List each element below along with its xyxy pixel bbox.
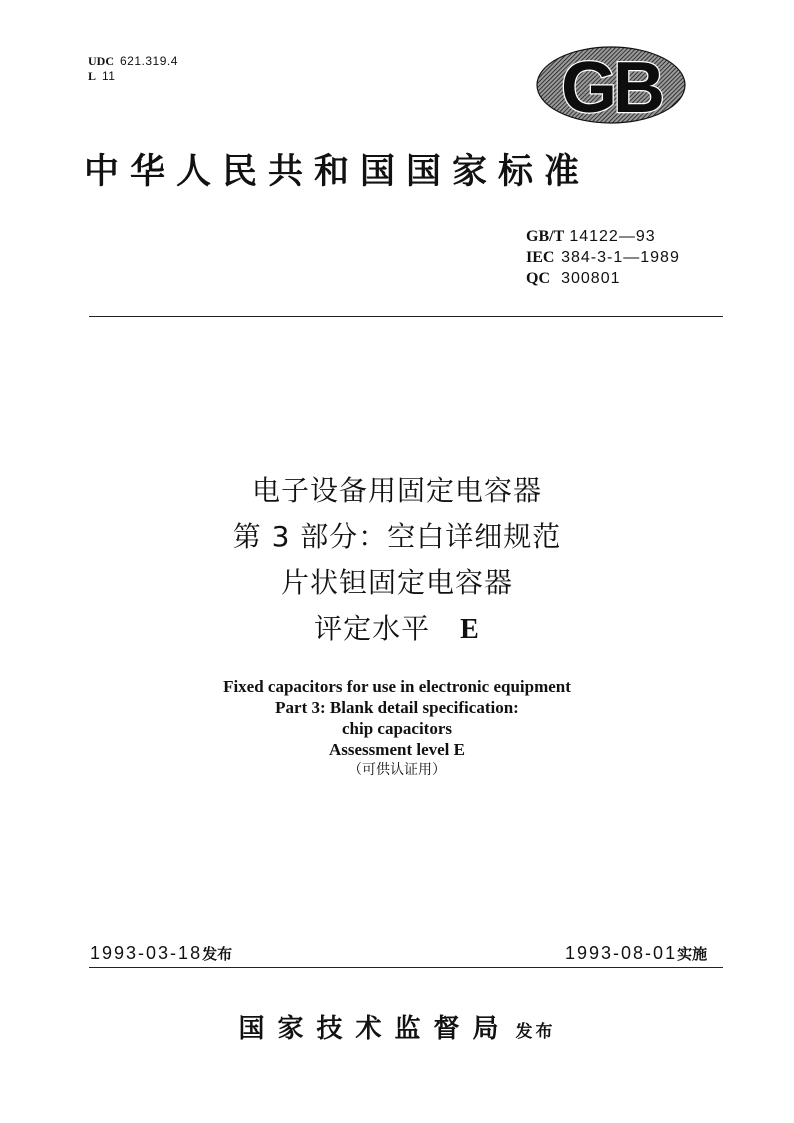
publisher-organization: 国家技术监督局: [238, 1014, 512, 1044]
code-row-qc: [526, 268, 680, 289]
code-label: QC: [526, 270, 550, 287]
bottom-divider: [89, 967, 723, 968]
issue-date: 1993-03-18: [90, 943, 203, 963]
cn-title-line-1: 电子设备用固定电容器: [251, 474, 542, 507]
assessment-level-value: E: [460, 614, 480, 645]
issue-date-block: [90, 943, 232, 964]
code-row-iec: [526, 247, 680, 268]
logo-text: GB: [561, 48, 661, 124]
code-row-gbt: [526, 226, 680, 247]
udc-value: 621.319.4: [120, 54, 178, 68]
cn-title-line-4: [0, 606, 794, 653]
en-title-line-3: chip capacitors: [341, 719, 453, 738]
implementation-date: 1993-08-01: [565, 943, 678, 963]
code-value: 300801: [561, 270, 621, 287]
publisher-block: [0, 1008, 794, 1045]
l-label: L: [88, 69, 97, 83]
implementation-label: 实施: [677, 945, 708, 963]
cn-title-line-3: 片状钽固定电容器: [280, 566, 513, 599]
udc-row: [88, 54, 178, 69]
udc-classification: [88, 54, 178, 84]
english-title-block: [0, 676, 794, 781]
code-label: GB/T: [526, 228, 565, 245]
publisher-action: 发布: [515, 1022, 556, 1042]
assessment-level-label: 评定水平: [314, 612, 431, 645]
chinese-title-block: [0, 468, 794, 653]
national-standard-title: 中华人民共和国国家标准: [84, 151, 591, 192]
en-title-line-4: Assessment level E: [329, 740, 465, 759]
l-row: [88, 69, 178, 84]
en-title-line-1: Fixed capacitors for use in electronic equipment: [223, 677, 571, 696]
udc-label: UDC: [88, 54, 114, 68]
code-label: IEC: [526, 249, 555, 266]
top-divider: [89, 316, 723, 317]
standard-codes: [526, 226, 680, 289]
cn-title-line-2: 第 3 部分：空白详细规范: [232, 520, 562, 553]
gb-logo: [536, 46, 686, 124]
code-value: 14122—93: [569, 228, 656, 245]
implementation-date-block: [565, 943, 707, 964]
l-value: 11: [102, 69, 116, 83]
en-title-line-2: Part 3: Blank detail specification:: [275, 698, 519, 717]
issue-label: 发布: [202, 945, 233, 963]
certification-note: （可供认证用）: [348, 762, 446, 778]
code-value: 384-3-1—1989: [561, 249, 680, 266]
